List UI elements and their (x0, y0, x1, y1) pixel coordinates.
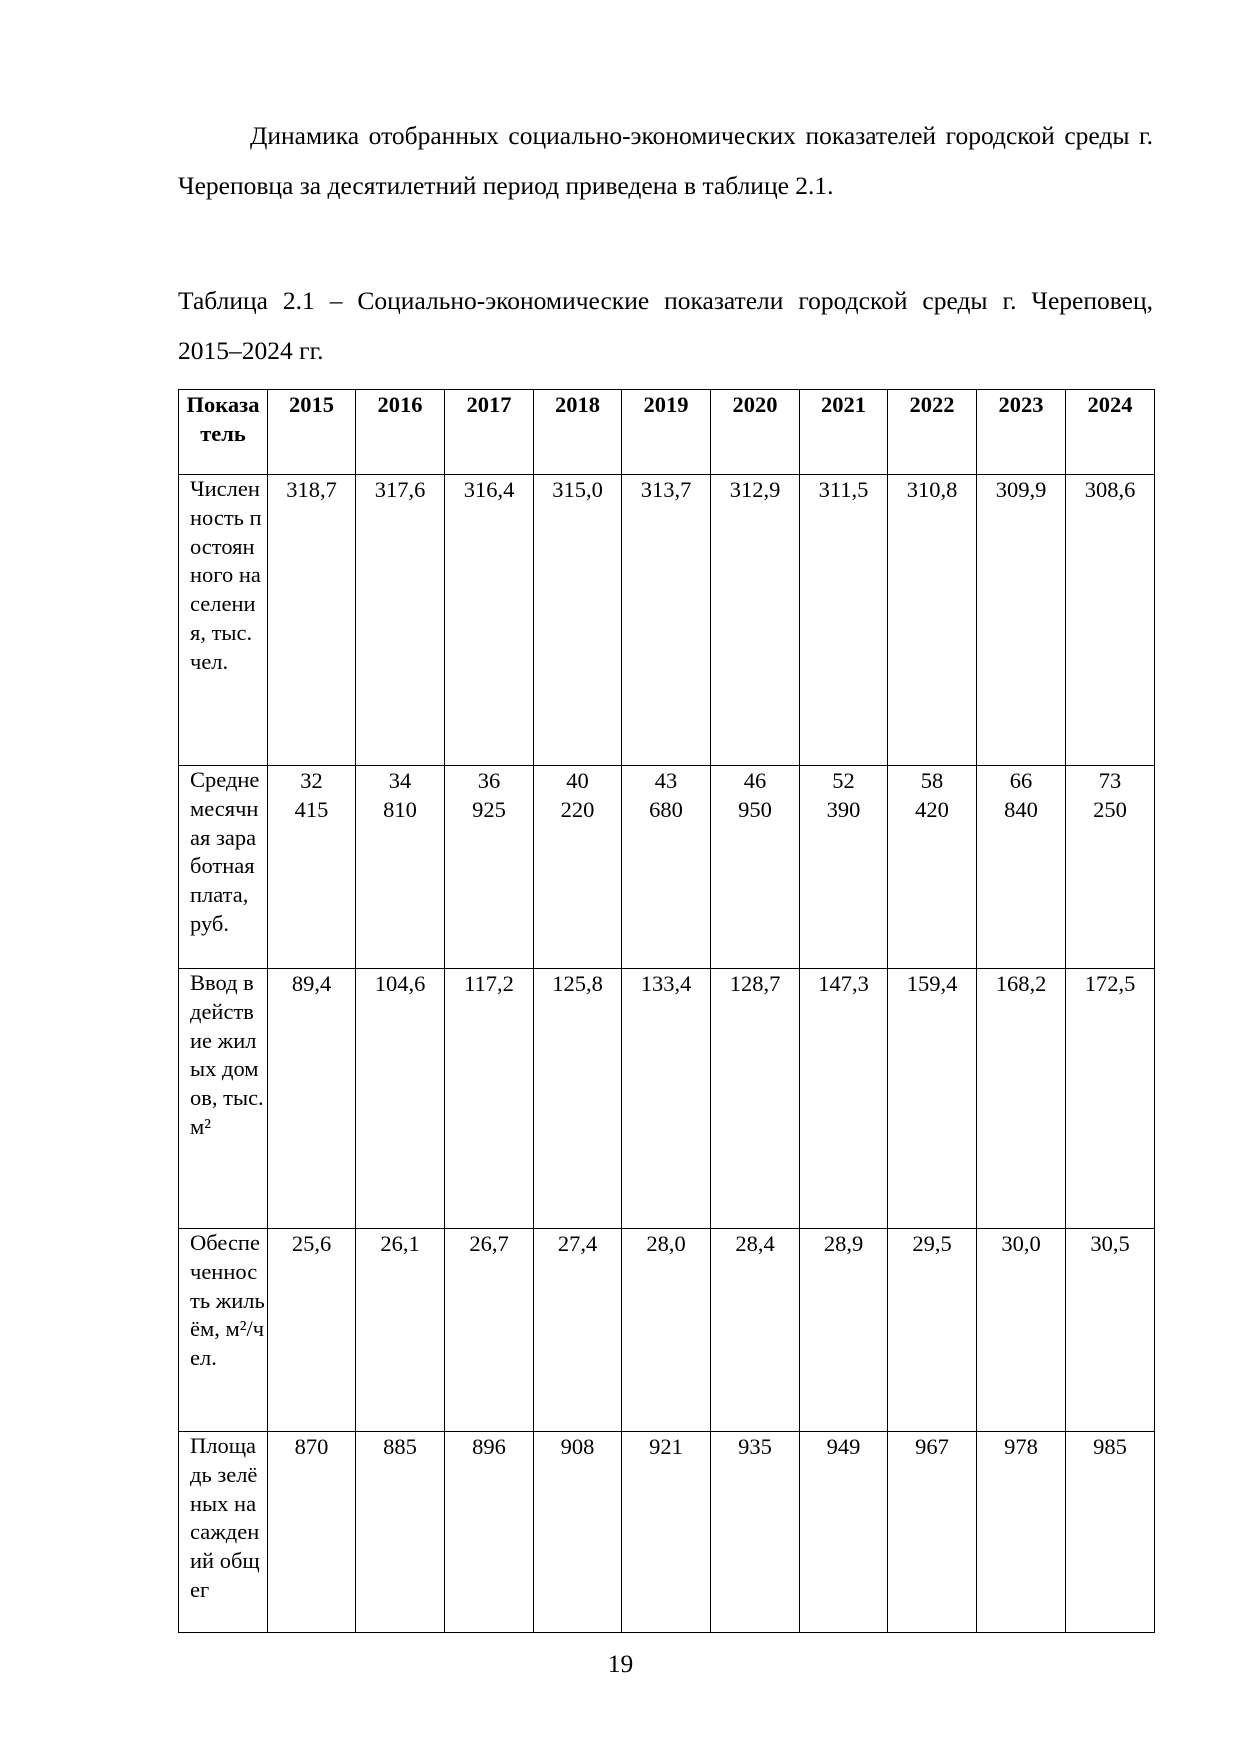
table-cell: 313,7 (622, 475, 711, 766)
table-cell: 310,8 (888, 475, 977, 766)
table-cell: 28,9 (800, 1229, 888, 1432)
table-cell: 30,0 (977, 1229, 1066, 1432)
header-cell-year: 2020 (711, 390, 800, 475)
row-label: Численность постоянного населения, тыс. чел. (190, 476, 262, 674)
table-cell: 147,3 (800, 969, 888, 1229)
table-cell: 36 925 (445, 766, 534, 969)
header-cell-year: 2016 (356, 390, 445, 475)
header-cell-year: 2018 (534, 390, 622, 475)
table-cell: 26,7 (445, 1229, 534, 1432)
table-cell: 25,6 (268, 1229, 356, 1432)
table-cell: 885 (356, 1432, 445, 1633)
row-label: Среднемесячная заработная плата, руб. (190, 767, 260, 936)
table-cell: 318,7 (268, 475, 356, 766)
table-cell: 52 390 (800, 766, 888, 969)
header-cell-year: 2015 (268, 390, 356, 475)
table-caption: Таблица 2.1 – Социально-экономические показатели городской среды г. Череповец, 2015–2024 гг. (178, 286, 1153, 365)
table-cell: 168,2 (977, 969, 1066, 1229)
table-row-population (179, 475, 1155, 766)
table-cell: 896 (445, 1432, 534, 1633)
table-cell: 117,2 (445, 969, 534, 1229)
indicators-table (178, 389, 1155, 1633)
table-row-housing-commissioned (179, 969, 1155, 1229)
intro-paragraph: Динамика отобранных социально-экономических показателей городской среды г. Череповца за десятилетний период приведена в таблице 2.1. (178, 121, 1153, 200)
table-cell: 985 (1066, 1432, 1155, 1633)
table-cell: 58 420 (888, 766, 977, 969)
table-cell: 32 415 (268, 766, 356, 969)
table-cell: 315,0 (534, 475, 622, 766)
table-cell: 73 250 (1066, 766, 1155, 969)
table-cell: 28,0 (622, 1229, 711, 1432)
table-cell: 89,4 (268, 969, 356, 1229)
table-cell: 66 840 (977, 766, 1066, 969)
table-row-green-area (179, 1432, 1155, 1633)
header-cell-year: 2023 (977, 390, 1066, 475)
table-cell: 133,4 (622, 969, 711, 1229)
table-cell: 34 810 (356, 766, 445, 969)
table-cell: 104,6 (356, 969, 445, 1229)
table-cell: 26,1 (356, 1229, 445, 1432)
table-cell: 125,8 (534, 969, 622, 1229)
table-header-row (179, 390, 1155, 475)
row-label: Площадь зелёных насаждений общег (190, 1433, 260, 1602)
page-number: 19 (607, 1649, 634, 1678)
table-cell: 308,6 (1066, 475, 1155, 766)
table-cell: 870 (268, 1432, 356, 1633)
table-cell: 172,5 (1066, 969, 1155, 1229)
table-cell: 311,5 (800, 475, 888, 766)
header-cell-year: 2021 (800, 390, 888, 475)
table-cell: 967 (888, 1432, 977, 1633)
table-cell: 46 950 (711, 766, 800, 969)
table-cell: 159,4 (888, 969, 977, 1229)
header-cell-year: 2024 (1066, 390, 1155, 475)
table-cell: 40 220 (534, 766, 622, 969)
table-cell: 316,4 (445, 475, 534, 766)
table-cell: 317,6 (356, 475, 445, 766)
header-cell-year: 2022 (888, 390, 977, 475)
table-cell: 935 (711, 1432, 800, 1633)
table-cell: 30,5 (1066, 1229, 1155, 1432)
table-row-salary (179, 766, 1155, 969)
header-cell-year: 2019 (622, 390, 711, 475)
table-cell: 27,4 (534, 1229, 622, 1432)
table-cell: 29,5 (888, 1229, 977, 1432)
table-row-housing-provision (179, 1229, 1155, 1432)
row-label: Ввод в действие жилых домов, тыс. м² (190, 970, 264, 1139)
table-cell: 978 (977, 1432, 1066, 1633)
table-cell: 128,7 (711, 969, 800, 1229)
table-cell: 949 (800, 1432, 888, 1633)
row-label: Обеспеченность жильём, м²/чел. (190, 1230, 265, 1371)
table-cell: 43 680 (622, 766, 711, 969)
table-cell: 921 (622, 1432, 711, 1633)
table-cell: 312,9 (711, 475, 800, 766)
table-cell: 28,4 (711, 1229, 800, 1432)
header-cell-year: 2017 (445, 390, 534, 475)
table-cell: 908 (534, 1432, 622, 1633)
header-cell-indicator: Показатель (179, 390, 268, 475)
table-cell: 309,9 (977, 475, 1066, 766)
